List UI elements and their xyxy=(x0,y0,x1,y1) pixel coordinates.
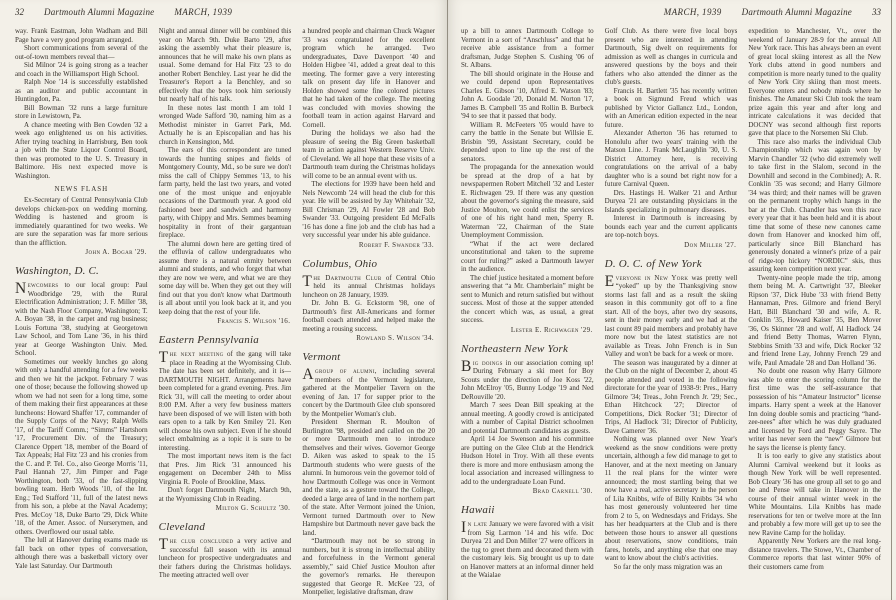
section-heading: Vermont xyxy=(302,351,341,363)
paragraph: Francis H. Bartlett '35 has recently written a book on Sigmund Freud which was published by Victor Gallancz Ltd., London, with an American edition expected in the near future. xyxy=(604,86,738,129)
paragraph: President Sherman R. Moulton of Burlington '98, presided and called on the 20 or more Dartmouth men to introduce themselves and their wives. Governor George D. Aiken was asked to speak to the 15 Dartmouth students who were guests of the alumni. In humorous vein the governor told of how Dartmouth College was once in Vermont and the state, as a gesture toward the College, deeded a large area of land in the northern part of the state. After Vermont joined the Union, Vermont turned Dartmouth over to New Hampshire but Dartmouth never gave back the land. xyxy=(302,418,435,537)
paragraph: Night and annual dinner will be combined this year on March 9th. Duke Barto '29, after asking the assembly what their pleasure is, announces that he will make his own plans as usual. Some demand for Hal Fitz '23 to do another Robert Benchley. Last year he did the Treasurer's Report a la Benchley, and so effectively that the boys took him seriously but nearly half of his talk. xyxy=(158,27,292,103)
opening-lead: n late xyxy=(467,520,488,528)
paragraph: Nothing was planned over New Year's weekend as the snow conditions were pretty uncertain, although a few did manage to get to Hanover, and at the next meeting on January 11 the real plans for the winter were announced; the most startling being that we now have a real, active secretary in the person of Lila Knibbs, wife of Billy Knibbs '34 who has most generously volunteered her time from 2 to 5, on Wednesdays and Fridays. She has her headquarters at the Club and is there between those hours to answer all questions about reservations, snow conditions, train fares, hotels, and anything else that one may want to know about the club's activities. xyxy=(604,435,738,562)
paragraph: March 7 sees Dean Bill speaking at the annual meeting. A goodly crowd is anticipated with a number of Capital District schoolmen and potential Dartmouth candidates as guests. xyxy=(461,401,594,435)
text-column xyxy=(159,27,292,598)
section-heading: Hawaii xyxy=(461,504,495,516)
page-edge-line xyxy=(891,0,892,600)
section-opening-paragraph: The club concluded a very active and successful fall season with its annual luncheon for prospective undergraduates and their fathers during the Christmas holidays. The meeting attracted well over xyxy=(158,536,292,579)
section-heading: D. O. C. of New York xyxy=(604,257,702,270)
section-heading: Columbus, Ohio xyxy=(302,257,378,270)
section-opening-paragraph: The next meeting of the gang will take place in Reading at the Wyomissing Club. The date has been set definitely, and it is—DARTMOUTH NIGHT. Arrangements have been completed for a grand evening. Pres. Jim Rick '31, will call the meeting to order about 8:00 P.M. After a very few business matters have been disposed of we will listen with both ears open to a talk by Ken Smiley '21. Ken will choose his own subject. Even if he should select embalming as a topic it is sure to be interesting. xyxy=(158,349,292,452)
correspondent-signature: John A. Bogar '29. xyxy=(85,248,147,256)
paragraph: way. Frank Eastman, John Wadham and Bill Page have a very good program arranged. xyxy=(15,27,148,44)
paragraph: Interest in Dartmouth is increasing by bounds each year and the current applicants are top-notch boys. xyxy=(604,214,738,239)
section-heading: Eastern Pennsylvania xyxy=(158,334,259,346)
column-group-left xyxy=(15,27,435,598)
paragraph: The ears of this correspondent are tuned towards the hunting snipes and fields of Montgomery County, Md., so be sure we don't miss the call of Chippy Semmes '13, to his farm party, held the last two years, and voted one of the most unique and enjoyable occasions of the Dartmouth year. A good old fashioned beer and sandwich and harmony party, with Chippy and Mrs. Semmes beaming hospitality in front of their gargantuan fireplace. xyxy=(158,146,292,239)
page-gutter-line xyxy=(447,0,448,600)
paragraph: Dr. John B. G. Eckstorm '98, one of Dartmouth's first All-Americans and former football coach attended and helped make the meeting a rousing success. xyxy=(302,299,435,333)
paragraph: This race also marks the individual Club Championship which was again won by Marvin Chandler '32 (who did extremely well to take first in the Slalom, second in the Downhill and second in the Combined); A. R. Conklin '35 was second; and Harry Gilmore '34 was third; and their names will be graven on the permanent trophy which hangs in the bar at the Club. Chandler has won this race every year that it has been held and it is about time that some of these new canones came down from Hanover and knocked him off, particularly since Bill Blanchard has generously donated a winner's prize of a pair of ridge-top hickory “NORDIC” skis, thus assuring keen competition next year. xyxy=(748,137,881,273)
page-right xyxy=(448,0,896,600)
paragraph: No doubt one reason why Harry Gilmore was able to enter the scoring column for the first time was the self-assurance that possession of his “Amateur Instructor” license imparts. Harry spent a week at the Hanover Inn doing double somis and practicing “hand-zee-nees” after which he was duly graduated and licensed by Ford and Peggy Sayre. The writer has never seen the “new” Gilmore but he says the license is plenty fancy. xyxy=(748,367,881,452)
opening-lead: he next meeting xyxy=(169,350,224,358)
paragraph: Bill Bowman '32 runs a large furniture store in Lewistown, Pa. xyxy=(15,103,148,120)
section-opening-paragraph: Newcomers to our local group: Paul Woodbridge '29, with the Rural Electrification Administration; J. F. Miller '38, with the Nash Floor Company, Washington; T. A. Boyan '38, in the carpet and rug business; Louis Fortuna '38, studying at Georgetown Law School, and Tom Lane '36, in his third year at George Washington Univ. Med. School. xyxy=(15,280,148,357)
paragraph: Apparently New Yorkers are the real long-distance travelers. The Stowe, Vt., Chamber of Commerce reports that last winter 90% of their customers came from xyxy=(748,537,881,571)
text-column xyxy=(748,27,881,598)
section-opening-paragraph: In late January we were favored with a visit from Sig Larmon '14 and his wife. Doc Duryea '21 and Don Miller '27 were officers in the tug to greet them and decorated them with the customary leis. Sig brought us up to date on Hanover matters at an informal dinner held at the Waialae xyxy=(461,519,594,579)
paragraph: expedition to Manchester, Vt., over the weekend of January 28-9 for the annual All New York race. This has always been an event of great local skiing interest as all the New York clubs attend in good numbers and competition is more nearly tuned to the quality of New York City skiing than most meets. Everyone enters and nobody minds where he finishes. The Amateur Ski Club took the team prize again this year and after long and intricate calculations it was decided that DOCNY was second although first reports gave that place to the Norsemen Ski Club. xyxy=(748,27,881,137)
drop-cap: B xyxy=(461,357,472,375)
paragraph: The alumni down here are getting tired of the effluvia of callow undergraduates who assume there is a natural enmity between alumni and students, and who forget that what they are now we were, and what we are they some day will be. When they get out they will find out that you don't know what Dartmouth is all about until you look back at it, and you keep doing that the rest of your life. xyxy=(158,239,292,316)
issue-date: MARCH, 1939 xyxy=(174,7,233,17)
section-opening-paragraph: The Dartmouth Club of Central Ohio held its annual Christmas holidays luncheon on 28 January, 1939. xyxy=(302,272,435,299)
paragraph: Ex-Secretary of Central Pennsylvania Club develops chicken-pox on wedding morning. Wedding is hastened and groom is immediately quarantined for two weeks. We are sure the separation was far more serious than the affliction. xyxy=(15,196,148,247)
paragraph: The chief justice hesitated a moment before answering that “a Mr. Chamberlain” might be sent to Munich and return satisfied but without success. Most of those at the supper attended the concert which was, as usual, a great success. xyxy=(461,273,594,324)
running-title: Dartmouth Alumni Magazine xyxy=(44,7,155,17)
paragraph: In these notes last month I am told I wronged Wade Safford '30, naming him as a Methodist minister in Garret Park, Md. Actually he is an Episcopalian and has his church in Kensington, Md. xyxy=(158,103,292,146)
drop-cap: I xyxy=(461,519,467,536)
section-heading: Washington, D. C. xyxy=(15,265,99,277)
paragraph: Drs. Hastings H. Walker '21 and Arthur Duryea '21 are outstanding physicians in the Islands specializing in pulmonary diseases. xyxy=(604,188,738,214)
paragraph: Sometimes our weekly lunches go along with only a handful attending for a few weeks and then we hit the jackpot. February 7 was one of those; because the following showed up whom we had not seen for a long time, some of them making their first appearances at these luncheons: Howard Shaffer '17, commander of the Supply Corps of the Navy; Ralph Wells '17, of the Tariff Comm.; “Simms” Hartshorn '17, Procurement Div. of the Treasury; Clarence Oppert '18, member of the Board of Tax Appeals; Hal Fitz '23 and his cronies from the C. and P. Tel. Co., also George Morris '11, Paul Hannah '27, Jim Pimper and Page Worthington, both '33, of the fast-slipping bowling team. Herb Woods '10, of the Int. Eng.; Ted Stafford '11, full of the latest news from his son, a plebe at the Naval Academy; Pres. McCoy '18, Duke Barto '29, Dick White '18, of the Amer. Assoc. of Nurserymen, and others. Overflowed our usual table. xyxy=(15,357,148,536)
page-header-left xyxy=(15,7,435,18)
opening-lead: he club concluded xyxy=(169,537,234,545)
news-flash-subhead: NEWS FLASH xyxy=(54,185,109,193)
paragraph: The most important news item is the fact that Pres. Jim Rick '31 announced his engagement on December 24th to Miss Virginia R. Poole of Brookline, Mass. xyxy=(158,452,292,486)
opening-lead: veryone in New York xyxy=(615,273,689,282)
paragraph: A chance meeting with Ben Cowden '32 a week ago enlightened us on his activities. After trying teaching in Harrisburg, Ben took a job with the State Liquor Control Board, then was promoted to the U. S. Treasury in Baltimore. His next expected move is Washington. xyxy=(15,120,148,180)
section-heading: Cleveland xyxy=(158,521,206,533)
page-number: 33 xyxy=(872,7,881,17)
paragraph: The season was inaugurated by a dinner at the Club on the night of December 2, about 45 people attended and voted in the following directorate for the year of 1938-9: Pres., Harry Gilmore '34; Treas., John French Jr. '29; Sec., Ethan Hitchcock '27; Director of Competitions, Dick Rocker '31; Director of Trips, Al Hadlock '31; Director of Publicity, Dave Camerer '36. xyxy=(604,358,738,435)
correspondent-signature: Robert F. Swander '33. xyxy=(358,240,435,249)
text-column xyxy=(461,27,594,598)
drop-cap: T xyxy=(158,536,169,553)
drop-cap: N xyxy=(15,280,27,297)
paragraph: up a bill to annex Dartmouth College to Vermont in a sort of “Anschluss” and that he receive able assistance from a former draftsman, Judge Stephen S. Cushing '06 of St. Albans. xyxy=(461,27,594,69)
paragraph: Ralph Noe '14 is successfully established as an auditor and public accountant in Huntingdon, Pa. xyxy=(15,78,148,103)
correspondent-signature: Brad Carnell '30. xyxy=(532,487,593,495)
opening-lead: ewcomers xyxy=(27,281,59,289)
opening-lead: group of alumni, xyxy=(315,367,377,375)
page-header-right xyxy=(461,7,881,18)
correspondent-signature: Francis S. Wilson '16. xyxy=(217,317,291,325)
paragraph: Short communications from several of the out-of-town members reveal that— xyxy=(15,44,148,61)
correspondent-signature: Rowland S. Wilson '34. xyxy=(356,334,435,342)
paragraph: It is too early to give any statistics about Alumni Carnival weekend but it looks as though New York will be well represented. Bob Cleary '36 has one group all set to go and he and Pense will take in Hanover in the course of their annual winter week in the White Mountains. Lila Knibbs has made reservations for ten or twelve more at the Inn and probably a few more will get up to see the new Ravine Camp for the holiday. xyxy=(748,452,881,537)
paragraph: April 14 Joe Swenson and his committee are putting on the Glee Club at the Hendrick Hudson Hotel in Troy. With all these events there is more and more enthusiasm among the local association and increased willingness to add to the undergraduate Loan Fund. xyxy=(461,435,594,486)
opening-lead: he Dartmouth Club xyxy=(313,273,382,282)
section-opening-paragraph: Big doings in our association coming up! During February a ski meet for Boy Scouts under the direction of Joe Koss '22, John McElroy '05, Bunny Lodge '19 and Ned DeRouville '20. xyxy=(461,357,594,401)
paragraph: William R. McFeeters '05 would have to carry the battle in the Senate but Willsie E. Brisbin '99, Assistant Secretary, could be depended upon to line up the rest of the senators. xyxy=(461,120,594,163)
correspondent-signature: Milton G. Schultz '30. xyxy=(215,504,291,512)
column-group-right xyxy=(461,27,881,598)
paragraph: So far the only mass migration was an xyxy=(613,562,723,571)
text-column xyxy=(15,27,148,598)
paragraph: Golf Club. As there were five local boys present who are interested in attending Dartmouth, Sig dwelt on requirements for admission as well as changes in curricula and answered questions by the boys and their fathers who also attended the dinner as the club's guests. xyxy=(604,27,738,86)
section-heading: Northeastern New York xyxy=(461,342,569,355)
paragraph: “What if the act were declared unconstitutional and taken to the supreme court for ruling?” asked a Dartmouth lawyer in the audience. xyxy=(461,239,594,273)
paragraph: The lull at Hanover during exams made us fall back on other types of conversation, although there was a basketball victory over Yale last Saturday. Our Dartmouth xyxy=(15,536,148,570)
drop-cap: T xyxy=(158,349,169,366)
page-number: 32 xyxy=(15,7,24,17)
section-opening-paragraph: Everyone in New York was pretty well “yoked” up by the Thanksgiving snow storms last fall and as a result the skiing season in this community got off to a fine start. All of the boys, after two dry seasons, sent in their money early and we had at the last count 89 paid members and probably have more now but the latest statistics are not available as Treas. John French is in Sun Valley and won't be back for a week or more. xyxy=(604,272,738,358)
drop-cap: A xyxy=(302,366,314,383)
text-column xyxy=(302,27,435,598)
paragraph: The propaganda for the annexation would be spread at the drop of a hat by newspapermen Robert Mitchell '32 and Lester E. Richwagen '29. If there was any question about the governor's signing the measure, said Justice Moulton, we could enlist the services of one of his right hand men, Sperry R. Waterman '22, Chairman of the State Unemployment Commission. xyxy=(461,163,594,239)
paragraph: During the holidays we also had the pleasure of seeing the Big Green basketball team in action against Western Reserve Univ. of Cleveland. We all hope that these visits of a Dartmouth team during the Christmas holidays will come to be an annual event with us. xyxy=(302,129,435,180)
opening-lead: ig doings xyxy=(472,358,503,367)
paragraph: a hundred people and chairman Chuck Wagner '33 was congratulated for the excellent program which he arranged. Two undergraduates, Dave Davenport '40 and Holden Higbee '41, added a great deal to this meeting. The former gave a very interesting talk on present day life in Hanover and Holden showed some fine colored pictures that he had taken of the college. The meeting was concluded with movies showing the football team in action against Harvard and Cornell. xyxy=(302,27,435,129)
running-title: Dartmouth Alumni Magazine xyxy=(741,7,852,17)
issue-date: MARCH, 1939 xyxy=(663,7,722,17)
paragraph: The bill should originate in the House and we could depend upon Representatives Charles E. Gibson '10, Alfred E. Watson '83; John A. Goodale '20, Donald M. Norton '17, James B. Campbell '35 and Rollin B. Burbeck '94 to see that it passed that body. xyxy=(461,69,594,120)
paragraph: Don't forget Dartmouth Night, March 9th, at the Wyomissing Club in Reading. xyxy=(158,486,292,503)
section-opening-paragraph: Agroup of alumni, including several members of the Vermont legislature, gathered at the Montpelier Tavern on the evening of Jan. 17 for supper prior to the concert by the Dartmouth Glee club sponsored by the Montpelier Woman's club. xyxy=(302,366,435,418)
drop-cap: T xyxy=(302,272,312,290)
correspondent-signature: Lester E. Richwagen '29. xyxy=(510,325,593,334)
paragraph: Sid Milnor '24 is going strong as a teacher and coach in the Williamsport High School. xyxy=(15,61,148,78)
paragraph: “Dartmouth may not be so strong in numbers, but it is strong in intellectual ability and forcefulness in the Vermont general assembly,” said Chief Justice Moulton after the governor's remarks. He thereupon suggested that George R. McKee '23, of Montpelier, legislative draftsman, draw xyxy=(302,537,435,596)
paragraph: Twenty-nine people made the trip, among them being M. A. Cartwright '37, Bleeker Ripson '37, Dick Hube '33 with friend Betty Hannaman, Pres. Gilmore and friend Beryl Hatt, Bill Blanchard '30 and wife, A. R. Conklin '35, Howard Kaiser '35, Ben Mover '36, Os Skinner '28 and wolf, Al Hadlock '24 and friend Betty Thomas, Warren Flynn, Stebbins Smith '33 and wife, Dick Rocker '32 and friend Irene Lay, Johnny French '29 and wife, Paul Amadale '28 and Dan Holland '36. xyxy=(748,273,881,367)
paragraph: Alexander Atherton '36 has returned to Honolulu after two years' training with the Matson Line. J. Frank McLaughlin '30, U. S. District Attorney here, is receiving congratulations on the arrival of a baby daughter who is a sound bet right now for a future Carnival Queen. xyxy=(604,129,738,188)
paragraph: The elections for 1939 have been held and Nels Newcomb '24 will head the club for this year. He will be assisted by Jay Whitehair '32, Bill Chrisman '29, Al Fowler '28 and Bob Swander '33. Outgoing president Ed McFalls '16 has done a fine job and the club has had a very successful year under his able guidance. xyxy=(302,180,435,239)
drop-cap: E xyxy=(604,272,615,290)
text-column xyxy=(605,27,738,598)
correspondent-signature: Don Miller '27. xyxy=(684,240,737,249)
